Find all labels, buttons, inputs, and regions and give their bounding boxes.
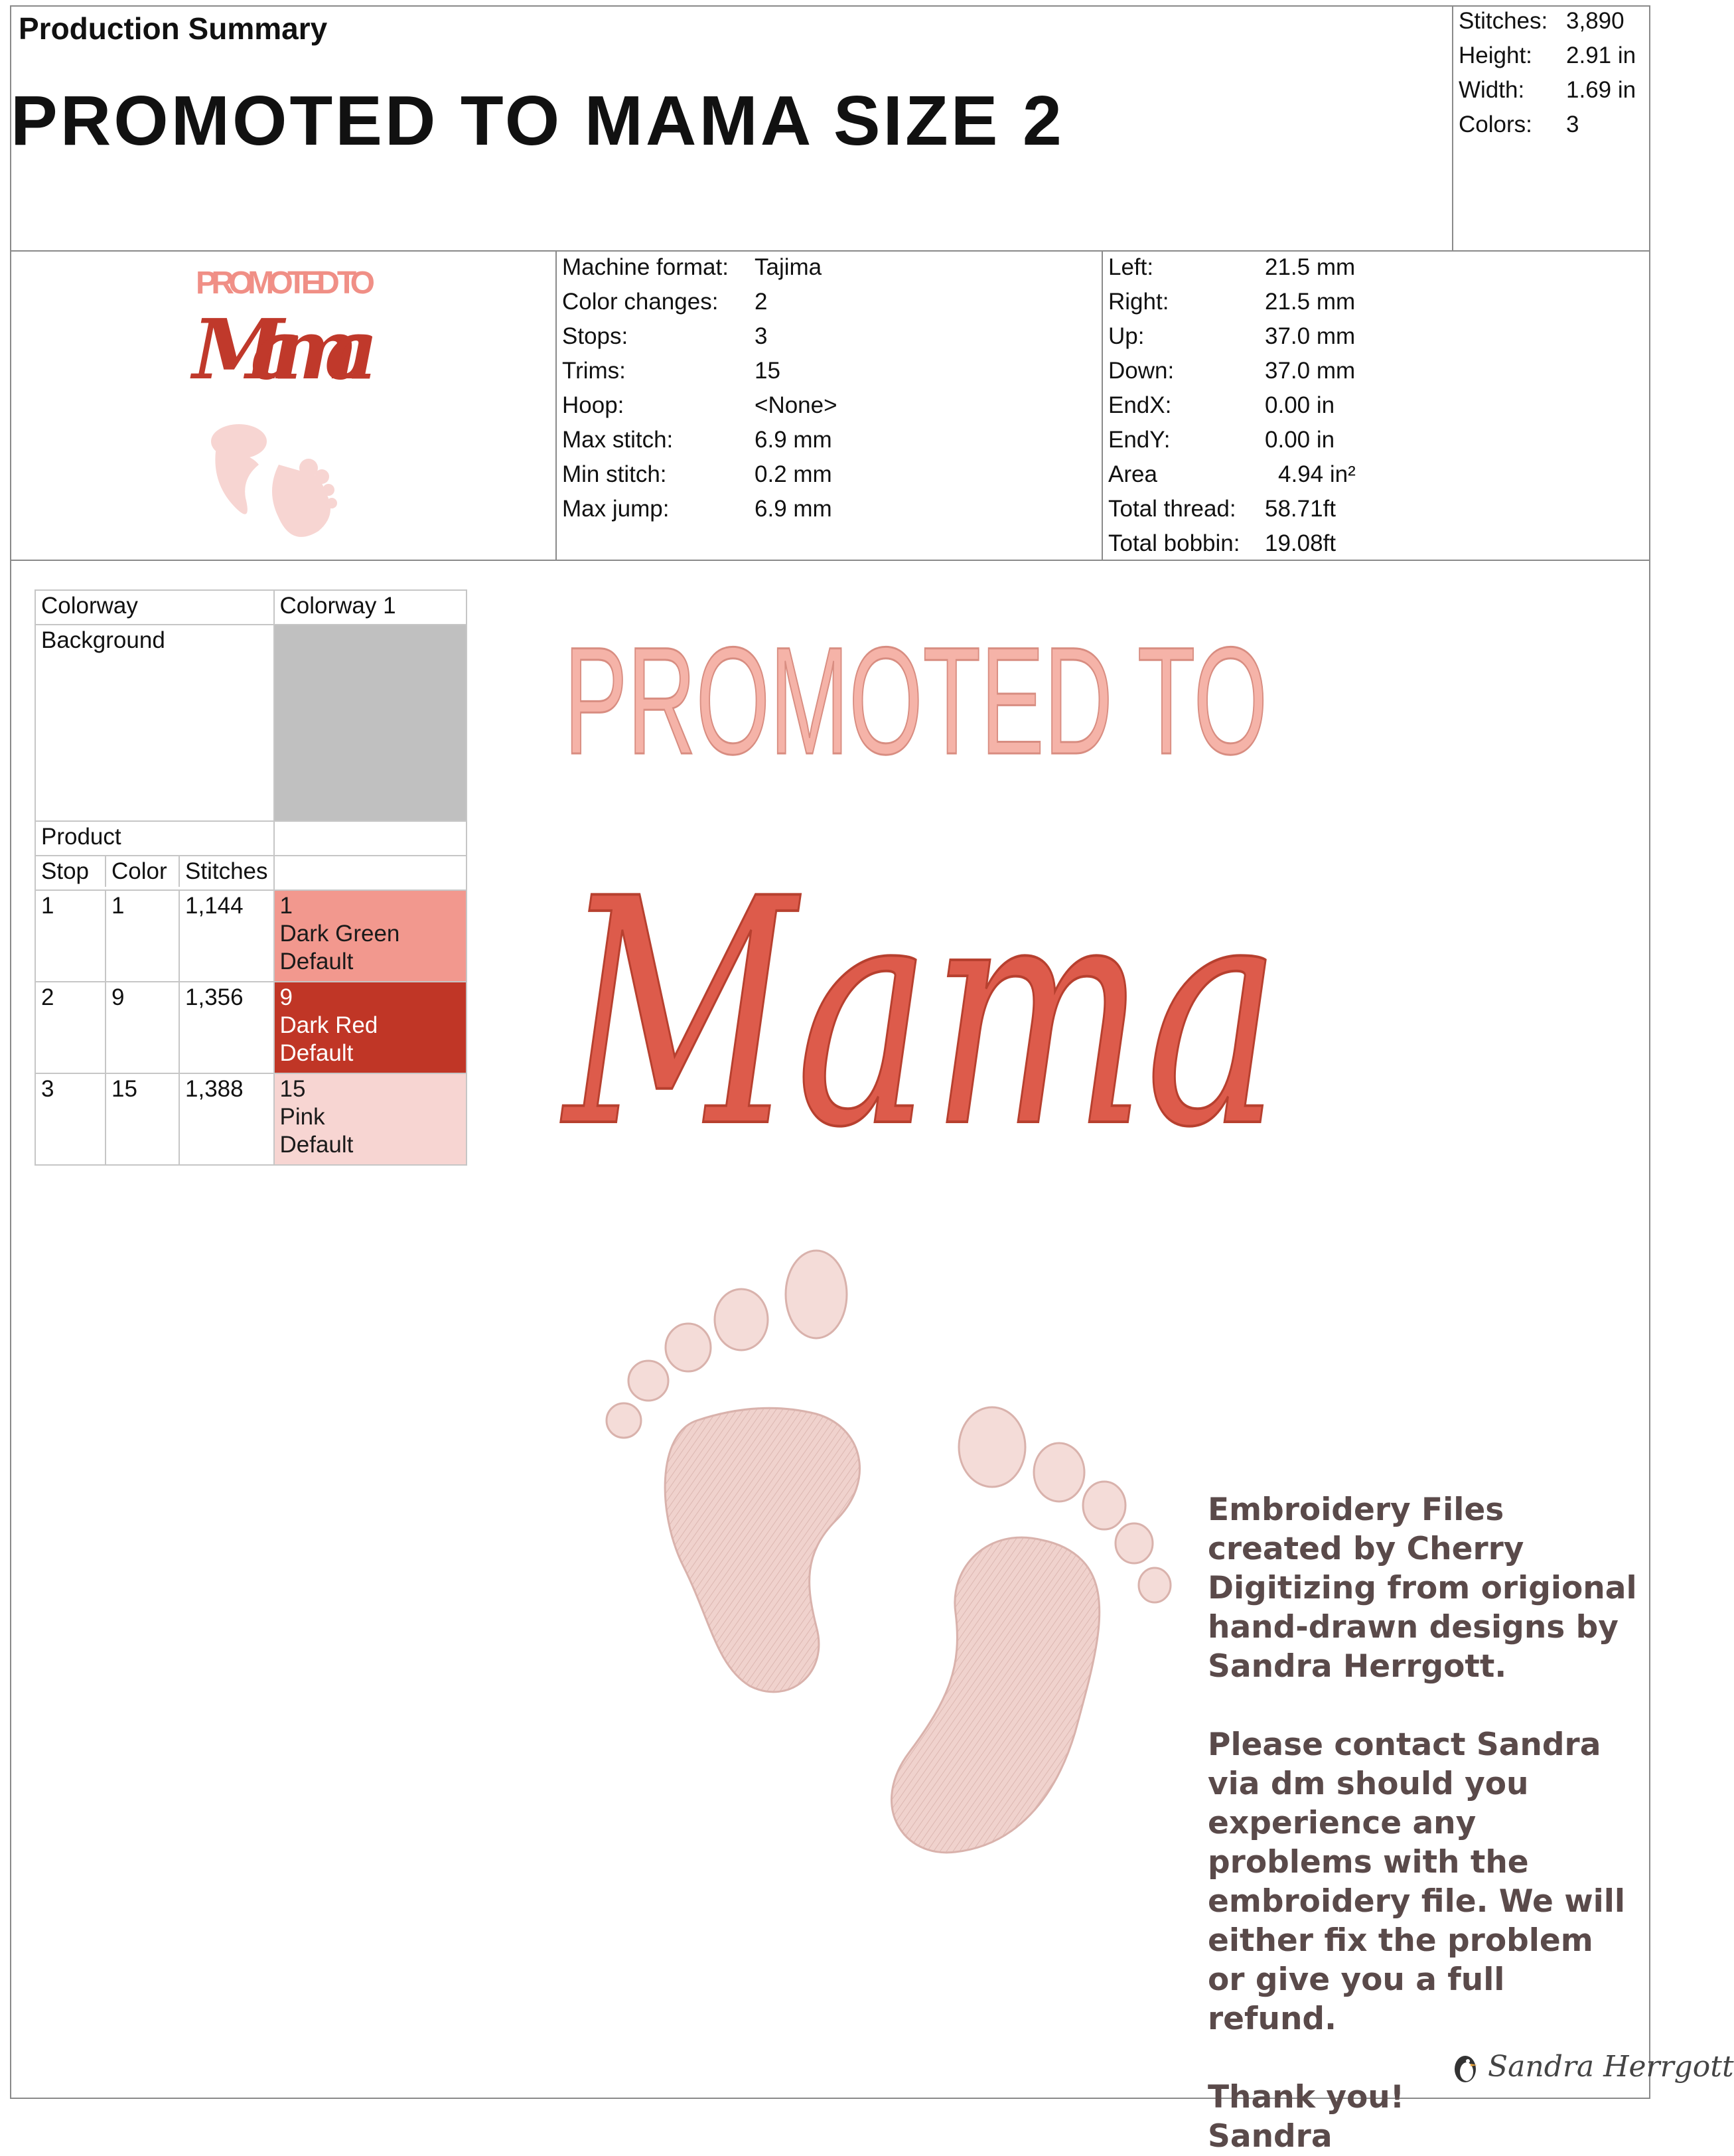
row-stitches: 1,356 [185, 984, 244, 1010]
thumb-divider [555, 250, 557, 560]
machine-hoop: Hoop: <None> [562, 392, 837, 418]
extent-endx: EndX: 0.00 in [1108, 392, 1335, 418]
row-stop: 2 [36, 982, 106, 1073]
col-stop: Stop [36, 856, 106, 887]
total-bobbin: Total bobbin: 19.08ft [1108, 530, 1337, 556]
top-border [10, 5, 1650, 7]
thread-swatch [274, 982, 467, 1073]
signature-text: Sandra Herrgott [1488, 2049, 1734, 2084]
message-paragraph-1: Embroidery Files created by Cherry Digitizing from origional hand-drawn designs by Sandra Herrgott. [1208, 1492, 1637, 1685]
row-stitches: 1,388 [185, 1076, 244, 1102]
product-label: Product [35, 821, 274, 856]
extent-down: Down: 37.0 mm [1108, 358, 1356, 384]
machine-info [562, 250, 837, 526]
thread-swatch [274, 890, 467, 982]
machine-format: Machine format: Tajima [562, 254, 822, 280]
colorway-table [35, 589, 467, 1166]
summary-divider [1452, 5, 1453, 251]
thread-code: 1 [279, 893, 293, 919]
design-line2: Mama [560, 832, 1281, 1195]
row-color: 9 [106, 982, 180, 1073]
message-thanks: Thank you! [1208, 2079, 1405, 2116]
table-row [35, 1073, 467, 1165]
machine-min-stitch: Min stitch: 0.2 mm [562, 461, 832, 487]
summary-stats [1459, 4, 1636, 142]
message-signoff: Sandra [1208, 2118, 1333, 2155]
machine-max-jump: Max jump: 6.9 mm [562, 496, 832, 522]
background-swatch [274, 625, 467, 821]
extents-info [1108, 250, 1356, 561]
colorway-header-value: Colorway 1 [274, 590, 467, 625]
summary-colors: Colors: 3 [1459, 112, 1579, 137]
thumbnail-line1: PROMOTED TO [196, 266, 375, 301]
col-stitches: Stitches [185, 858, 268, 884]
row-color: 15 [106, 1074, 180, 1164]
extent-right: Right: 21.5 mm [1108, 289, 1356, 315]
info-divider [10, 560, 1650, 561]
report-title: Production Summary [19, 11, 328, 46]
thread-brand: Default [279, 949, 354, 974]
thread-swatch [274, 1073, 467, 1165]
machine-stops: Stops: 3 [562, 323, 768, 349]
total-thread: Total thread: 58.71ft [1108, 496, 1337, 522]
machine-color-changes: Color changes: 2 [562, 289, 768, 315]
table-row [35, 982, 467, 1073]
right-border [1649, 5, 1650, 2099]
signature-logo [1447, 2048, 1734, 2085]
design-name: PROMOTED TO MAMA SIZE 2 [11, 82, 1064, 160]
background-label: Background [35, 625, 274, 821]
col-color: Color [106, 856, 180, 887]
row-stitches: 1,144 [185, 893, 244, 919]
machine-trims: Trims: 15 [562, 358, 780, 384]
row-stop: 3 [36, 1074, 106, 1164]
machine-divider [1102, 250, 1103, 560]
thread-brand: Default [279, 1040, 354, 1066]
summary-height: Height: 2.91 in [1459, 42, 1636, 68]
thread-name: Dark Green [279, 921, 400, 947]
machine-max-stitch: Max stitch: 6.9 mm [562, 427, 832, 453]
embroidery-design [551, 611, 1314, 1872]
summary-stitches: Stitches: 3,890 [1459, 8, 1625, 34]
product-value [274, 821, 467, 856]
left-border [10, 5, 11, 2099]
penguin-icon [1447, 2048, 1484, 2085]
table-row [35, 890, 467, 982]
message-paragraph-2: Please contact Sandra via dm should you experience any problems with the embroidery file. We will either fix the problem or give you a full refund. [1208, 1727, 1625, 2037]
design-thumbnail [186, 252, 385, 558]
thread-brand: Default [279, 1132, 354, 1158]
colorway-header-label: Colorway [35, 590, 274, 625]
extent-up: Up: 37.0 mm [1108, 323, 1356, 349]
extent-area: Area 4.94 in² [1108, 461, 1356, 487]
extent-endy: EndY: 0.00 in [1108, 427, 1335, 453]
extent-left: Left: 21.5 mm [1108, 254, 1356, 280]
thumbnail-feet-icon [211, 424, 337, 537]
thread-name: Dark Red [279, 1012, 378, 1038]
thread-name: Pink [279, 1104, 325, 1130]
design-line1: PROMOTED TO [564, 615, 1267, 786]
thumbnail-line2: Mama [192, 301, 378, 398]
row-stop: 1 [36, 891, 106, 981]
thread-code: 15 [279, 1076, 306, 1102]
row-color: 1 [106, 891, 180, 981]
column-headers [35, 856, 274, 890]
column-header-blank [274, 856, 467, 890]
baby-feet-icon [607, 1251, 1171, 1853]
summary-width: Width: 1.69 in [1459, 77, 1636, 103]
thread-code: 9 [279, 984, 293, 1010]
